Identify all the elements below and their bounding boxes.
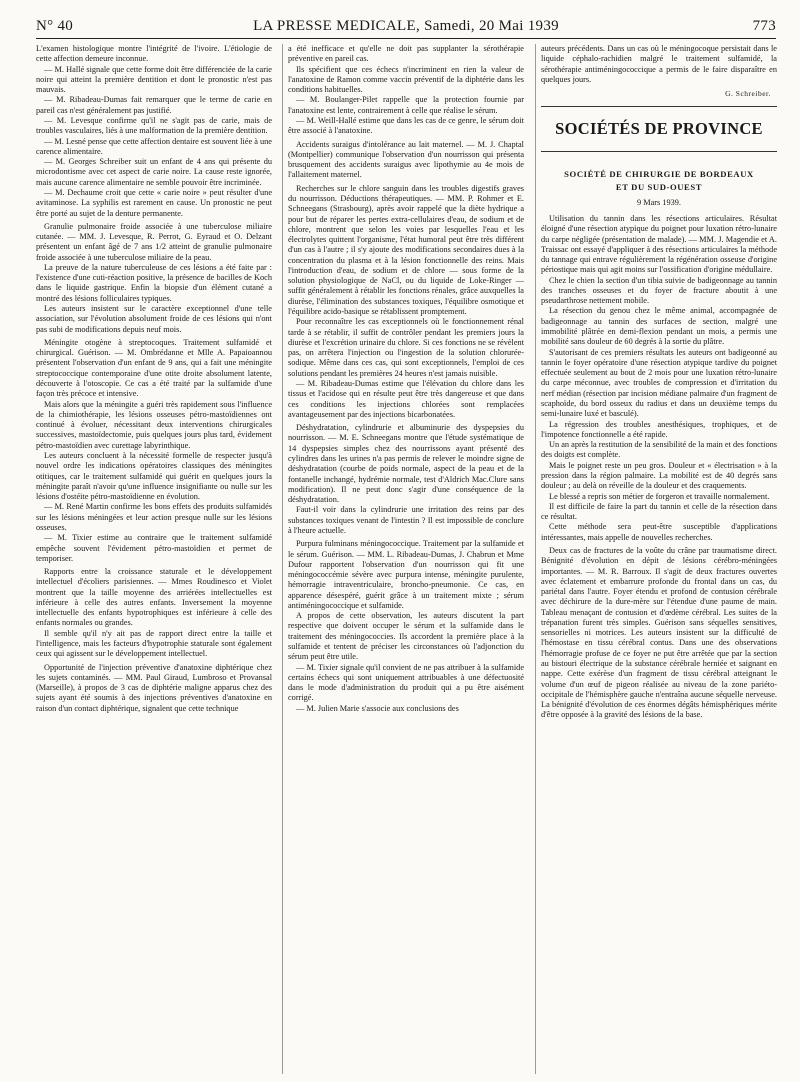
paragraph: Utilisation du tannin dans les résections articulaires. Résultat éloigné d'une résection atypique du poignet pour luxation rétro-lunaire du carpe négligée (présentation de malade). — MM. J. Magendie et A. Traissac ont essayé d'appliquer à des résections articulaires la méthode du tannage qui entrave régulièrement la régénération osseuse d'origine périostique mais qui agit moins sur l'ossification d'origine médullaire. xyxy=(541,213,777,275)
paragraph: — M. Lesné pense que cette affection dentaire est souvent liée à une carence alimentaire. xyxy=(36,136,272,156)
paragraph: — M. Tixier estime au contraire que le traitement sulfamidé empêche souvent l'évidement pétro-mastoïdien et permet de temporiser. xyxy=(36,533,272,563)
meeting-date: 9 Mars 1939. xyxy=(636,197,682,207)
paragraph: — M. Georges Schreiber suit un enfant de 4 ans qui présente du microdontisme avec cet aspect de carie noire. La cause reste ignorée, mais aucune carence alimentaire ne semble pouvoir être incriminée. xyxy=(36,157,272,187)
paragraph: Recherches sur le chlore sanguin dans les troubles digestifs graves du nourrisson. Déductions thérapeutiques. — MM. P. Rohmer et E. Schneegans (Strasbourg), après avoir rappelé que la diète hydrique a pour but de réparer les pertes extra-cellulaires d'eau, de sodium et de chlore, montrent que selon les voies par lesquelles l'eau et les électrolytes quittent l'organisme, l'état humoral peut être très différent d'un cas à l'autre ; il s'y ajoute des modifications secondaires dues à la concentration du plasma et à la lésion fonctionnelle des reins. Mais l'introduction d'eau, de sodium et de chlore — sous forme de la solution physiologique de NaCl, ou du liquide de Loke-Ringer — suffit généralement à rétablir les fonctions rénales, grâce auxquelles la diurèse, l'élimination des substances toxiques, l'équilibre osmotique et l'équilibre acido-basique se rétablissent promptement. xyxy=(288,183,524,317)
issue-number: N° 40 xyxy=(36,18,74,34)
column-middle xyxy=(288,44,524,714)
paragraph: — M. Hallé signale que cette forme doit être différenciée de la carie noire qui atteint la première dentition et dont le pronostic n'est pas mauvais. xyxy=(36,64,272,95)
paragraph: Un an après la restitution de la sensibilité de la main et des fonctions des doigts est complète. xyxy=(541,440,777,460)
paragraph: L'examen histologique montre l'intégrité de l'ivoire. L'étiologie de cette affection demeure inconnue. xyxy=(36,44,272,64)
paragraph: Rapports entre la croissance staturale et le développement intellectuel d'écoliers parisiennes. — Mmes Roudinesco et Violet montrent que la taille moyenne des arriérées intellectuelles est inférieure à celle des autres enfants. Inversement la moyenne intellectuelle des enfants hypotrophiques est inférieure à celle des enfants normales ou grandes. xyxy=(36,567,272,628)
paragraph: — M. Boulanger-Pilet rappelle que la protection fournie par l'anatoxine est lente, contrairement à celle que réalise le sérum. xyxy=(288,95,524,115)
paragraph: Déshydratation, cylindrurie et albuminurie des dyspepsies du nourrisson. — M. E. Schneegans montre que l'étude systématique de 14 dyspepsies simples chez des nourrissons ayant présenté des cylindres dans les urines n'a pas permis de relever le moindre signe de déshydratation (courbe de poids normale, aspect de la peau et de la fontanelle inchangé, hydrémie normale, test d'Aldrich Mac.Clure sans modification). Il ne peut donc s'agir d'une conséquence de la déshydratation. xyxy=(288,423,524,505)
page-number: 773 xyxy=(752,18,776,34)
paragraph: Il semble qu'il n'y ait pas de rapport direct entre la taille et l'intelligence, mais les facteurs d'hypotrophie staturale sont également ceux qui agissent sur le développement intellectuel. xyxy=(36,628,272,659)
society-line: ET DU SUD-OUEST xyxy=(615,181,703,192)
paragraph: Faut-il voir dans la cylindrurie une irritation des reins par des substances toxiques venant de l'intestin ? Il est impossible de conclure à l'heure actuelle. xyxy=(288,505,524,535)
paragraph: — M. Tixier signale qu'il convient de ne pas attribuer à la sulfamide certains échecs qui sont uniquement attribuables à une défectuosité dans le mode d'administration du produit qui a pu être aisément corrigé. xyxy=(288,662,524,703)
column-right xyxy=(541,44,777,721)
paragraph: — M. René Martin confirme les bons effets des produits sulfamidés sur les lésions méningées et leur action presque nulle sur les lésions osseuses. xyxy=(36,502,272,532)
paragraph: Les auteurs concluent à la nécessité formelle de respecter jusqu'à nouvel ordre les indications opératoires classiques des méningites otitiques, car le traitement sulfamidé qui guérit en quelques jours la méningite paraît n'avoir qu'une influence insignifiante ou nulle sur les lésions d'ostéite pétro-mastoïdienne en évolution. xyxy=(36,450,272,502)
paragraph: a été inefficace et qu'elle ne doit pas supplanter la sérothérapie préventive en pareil cas. xyxy=(288,44,524,64)
paragraph: Les auteurs insistent sur le caractère exceptionnel d'une telle association, sur l'évolution absolument froide de ces lésions qui n'ont pas subi de modifications depuis neuf mois. xyxy=(36,304,272,334)
column-right-body xyxy=(541,214,777,721)
paragraph: Il est difficile de faire la part du tannin et celle de la résection dans ce résultat. xyxy=(541,501,777,522)
paragraph: Purpura fulminans méningococcique. Traitement par la sulfamide et le sérum. Guérison. — MM. L. Ribadeau-Dumas, J. Chabrun et Mme Dufour rapportent l'observation d'un nourrisson qui fit une méningococcémie sévère avec purpura intense, méningite purulente, hémorragie intraventriculaire, broncho-pneumonie. Ce cas, en apparence désespéré, guérit grâce à un traitement mixte ; sérum antiméningococcique et sulfamide. xyxy=(288,539,524,610)
paragraph: A propos de cette observation, les auteurs discutent la part respective que doivent occuper le sérum et la sulfamide dans le traitement des méningococcies. Ils accordent la première place à la sulfamide et tentent de préciser les circonstances où l'adjonction du sérum peut être utile. xyxy=(288,611,524,662)
paragraph: La résection du genou chez le même animal, accompagnée de badigeonnage au tannin des surfaces de section, malgré une immobilité plâtrée en demi-flexion pendant un mois, a permis une mobilité sans douleur de 60 degrés à la sortie du plâtre. xyxy=(541,306,777,347)
society-line: SOCIÉTÉ DE CHIRURGIE DE BORDEAUX xyxy=(564,168,754,179)
column-divider xyxy=(282,44,283,1074)
paragraph: auteurs précédents. Dans un cas où le méningocoque persistait dans le liquide céphalo-rachidien malgré le traitement sulfamidé, la sérothérapie antiméningococcique a permis de le faire disparaître en quelques jours. xyxy=(541,44,777,84)
paragraph: S'autorisant de ces premiers résultats les auteurs ont badigeonné au tannin le foyer opératoire d'une résection atypique tardive du poignet effectuée seulement au bout de 2 mois pour une luxation rétro-lunaire du carpe méconnue, avec troubles de compression et d'irritation du nerf médian (résection par incision médiane palmaire d'un fragment de scaphoïde, du bord osseux du radius et dans un deuxième temps du semi-lunaire luxé et basculé). xyxy=(541,347,777,419)
paragraph: Opportunité de l'injection préventive d'anatoxine diphtérique chez les sujets contaminés. — MM. Paul Giraud, Lumbroso et Provansal (Marseille), à propos de 3 cas de diphtérie maligne apparus chez des sujets ayant été soumis à des injections préventives d'anatoxine en raison d'un contact diphtérique, signalent que cette technique xyxy=(36,662,272,713)
paragraph: — M. Dechaume croit que cette « carie noire » peut résulter d'une avitaminose. La syphilis est rarement en cause. Un pronostic ne peut être porté au sujet de la denture permanente. xyxy=(36,187,272,218)
header-rule xyxy=(36,38,776,39)
signature: G. Schreiber. xyxy=(725,89,771,99)
paragraph: Le blessé a repris son métier de forgeron et travaille normalement. xyxy=(549,491,770,501)
paragraph: — M. Julien Marie s'associe aux conclusions des xyxy=(296,703,459,713)
paragraph: Ils spécifient que ces échecs n'incriminent en rien la valeur de l'anatoxine de Ramon comme vaccin préventif de la diphtérie dans les conditions habituelles. xyxy=(288,64,524,95)
paragraph: La régression des troubles anesthésiques, trophiques, et de l'impotence fonctionnelle a été rapide. xyxy=(541,419,777,439)
paragraph: — M. Levesque confirme qu'il ne s'agit pas de carie, mais de troubles vasculaires, liés à une malformation de la première dentition. xyxy=(36,115,272,136)
column-right-intro xyxy=(541,44,777,85)
paragraph: — M. Weill-Hallé estime que dans les cas de ce genre, le sérum doit être associé à l'anatoxine. xyxy=(288,115,524,136)
section-title: SOCIÉTÉS DE PROVINCE xyxy=(541,107,777,151)
column-divider xyxy=(535,44,536,1074)
paragraph: La preuve de la nature tuberculeuse de ces lésions a été faite par : l'existence d'une cuti-réaction positive, la présence de bacilles de Koch dans le liquide gastrique. Enfin la biopsie d'un élément cutané a montré des lésions folliculaires typiques. xyxy=(36,262,272,303)
paragraph: Mais alors que la méningite a guéri très rapidement sous l'influence de la chimiothérapie, les lésions osseuses pétro-mastoïdiennes ont continué à évoluer, nécessitant deux interventions chirurgicales successives, mastoïdectomie, puis quelques jours plus tard, évidement pétro-mastoïdien avec curettage labyrinthique. xyxy=(36,399,272,450)
column-left xyxy=(36,44,272,714)
paragraph: Méningite otogène à streptocoques. Traitement sulfamidé et chirurgical. Guérison. — M. Ombrédanne et Mlle A. Papaioannou présentent l'observation d'un enfant de 9 ans, qui a fait une méningite streptococcique contemporaine d'une otite droite absolument latente, découverte à l'otoscopie. Ce cas a été traité par la sulfamide d'une façon très précoce et intensive. xyxy=(36,337,272,399)
paragraph: Accidents suraigus d'intolérance au lait maternel. — M. J. Chaptal (Montpellier) communique l'observation d'un nourrisson qui présenta brusquement des accidents suraigus avec lipothymie au 4e mois de l'allaitement maternel. xyxy=(288,139,524,180)
journal-title: LA PRESSE MEDICALE, Samedi, 20 Mai 1939 xyxy=(253,18,559,34)
paragraph: Chez le chien la section d'un tibia suivie de badigeonnage au tannin des tranches osseuses et du foyer de fracture aboutit à une pseudarthrose nettement mobile. xyxy=(541,275,777,306)
paragraph: — M. Ribadeau-Dumas fait remarquer que le terme de carie en pareil cas n'est généralement pas justifié. xyxy=(36,95,272,115)
paragraph: Deux cas de fractures de la voûte du crâne par traumatisme direct. Bénignité d'évolution en dépit de lésions cérébro-méningées importantes. — M. R. Barroux. Il s'agit de deux fractures ouvertes avec éclatement et embarrure profonde du frontal dans un cas, du pariétal dans l'autre. Foyer étendu et profond de contusion cérébrale avec déchirure de la dure-mère sur l'étendue d'une paume de main. Tableau menaçant de contusion et d'œdème cérébral. Les suites de la trépanation furent très simples. Guérison sans séquelles sensitives, sensorielles ni motrices. Les auteurs insistent sur la difficulté de l'hémostase en tissu cérébral contus. Dans une des observations l'hémorragie profuse de ce foyer ne put être arrêtée que par la section au bistouri électrique de la substance cérébrale herniée et saignant en nappe. Cette exérèse d'un fragment de tissu cérébral atteignant le volume d'un œuf de pigeon réalisée au niveau de la zone pariéto-occipitale de l'hémisphère gauche n'entraîna aucune séquelle nerveuse. La bénignité d'évolution de ces énormes dégâts hémisphériques mérite d'être opposée à la gravité des lésions de la base. xyxy=(541,545,777,720)
paragraph: Granulie pulmonaire froide associée à une tuberculose miliaire cutanée. — MM. J. Levesque, R. Perrot, G. Eyraud et O. Delzant présentent un enfant âgé de 7 ans 1/2 atteint de granulie pulmonaire froide associée à une tuberculose miliaire de la peau. xyxy=(36,221,272,262)
page-header xyxy=(36,16,776,38)
paragraph: Cette méthode sera peut-être susceptible d'applications intéressantes, mais appelle de nouvelles recherches. xyxy=(541,522,777,542)
paragraph: Pour reconnaître les cas exceptionnels où le fonctionnement rénal tarde à se rétablir, il suffit de contrôler pendant les premiers jours la diurèse et l'excrétion urinaire du chlore. Si ces fonctions ne se révèlent pas, on arrêtera l'injection ou l'ingestion de la solution chlorurée-sodique. Même dans ces cas, qui sont exceptionnels, l'emploi de ces solutions pendant les premières 24 heures n'est jamais nuisible. xyxy=(288,317,524,378)
society-name xyxy=(541,168,777,194)
paragraph: — M. Ribadeau-Dumas estime que l'élévation du chlore dans les tissus et l'acidose qui en résulte peut être très dangereuse et que dans ces conditions les injections chlorées sont remplacées avantageusement par des injections bicarbonatées. xyxy=(288,379,524,419)
paragraph: Mais le poignet reste un peu gros. Douleur et « électrisation » à la pression dans la région palmaire. La mobilité est de 40 degrés sans douleur ; au delà on réveille de la douleur et des craquements. xyxy=(541,460,777,491)
